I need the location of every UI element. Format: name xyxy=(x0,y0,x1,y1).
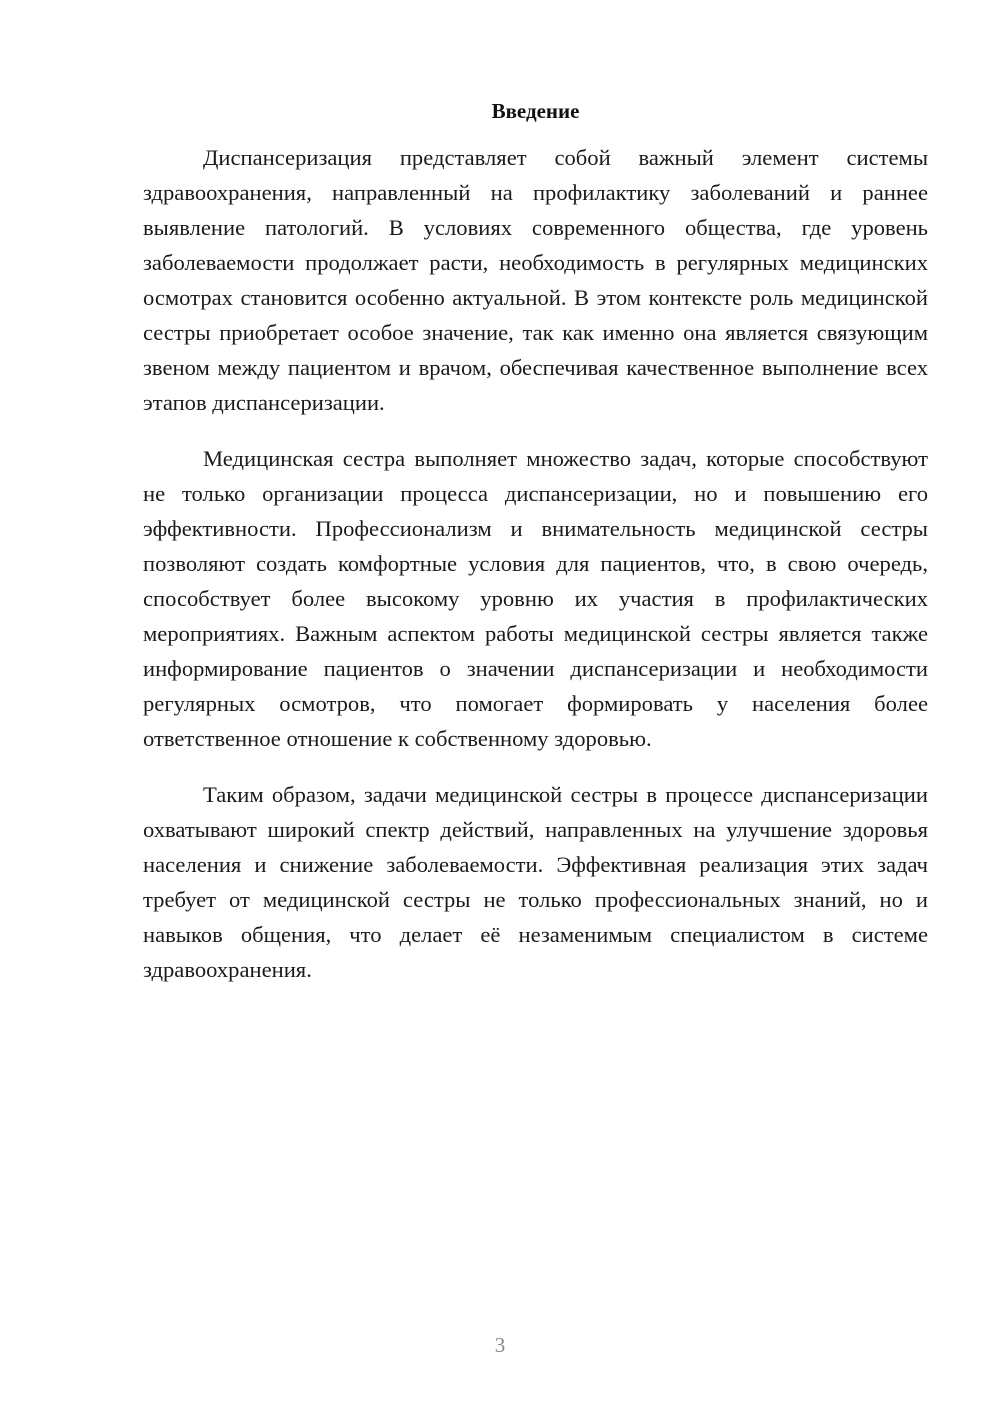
paragraph-1: Диспансеризация представляет собой важный элемент системы здравоохранения, направленный на профилактику заболеваний и раннее выявление патологий. В условиях современного общества, где уровень заболеваемости продолжает расти, необходимость в регулярных медицинских осмотрах становится особенно актуальной. В этом контексте роль медицинской сестры приобретает особое значение, так как именно она является связующим звеном между пациентом и врачом, обеспечивая качественное выполнение всех этапов диспансеризации. xyxy=(143,145,928,415)
paragraph-3: Таким образом, задачи медицинской сестры в процессе диспансеризации охватывают широкий спектр действий, направленных на улучшение здоровья населения и снижение заболеваемости. Эффективная реализация этих задач требует от медицинской сестры не только профессиональных знаний, но и навыков общения, что делает её незаменимым специалистом в системе здравоохранения. xyxy=(143,782,928,982)
paragraph-2: Медицинская сестра выполняет множество задач, которые способствуют не только организации процесса диспансеризации, но и повышению его эффективности. Профессионализм и внимательность медицинской сестры позволяют создать комфортные условия для пациентов, что, в свою очередь, способствует более высокому уровню их участия в профилактических мероприятиях. Важным аспектом работы медицинской сестры является также информирование пациентов о значении диспансеризации и необходимости регулярных осмотров, что помогает формировать у населения более ответственное отношение к собственному здоровью. xyxy=(143,446,928,751)
page-number: 3 xyxy=(494,1333,506,1357)
section-heading: Введение xyxy=(491,99,580,123)
page-content xyxy=(143,96,928,1008)
